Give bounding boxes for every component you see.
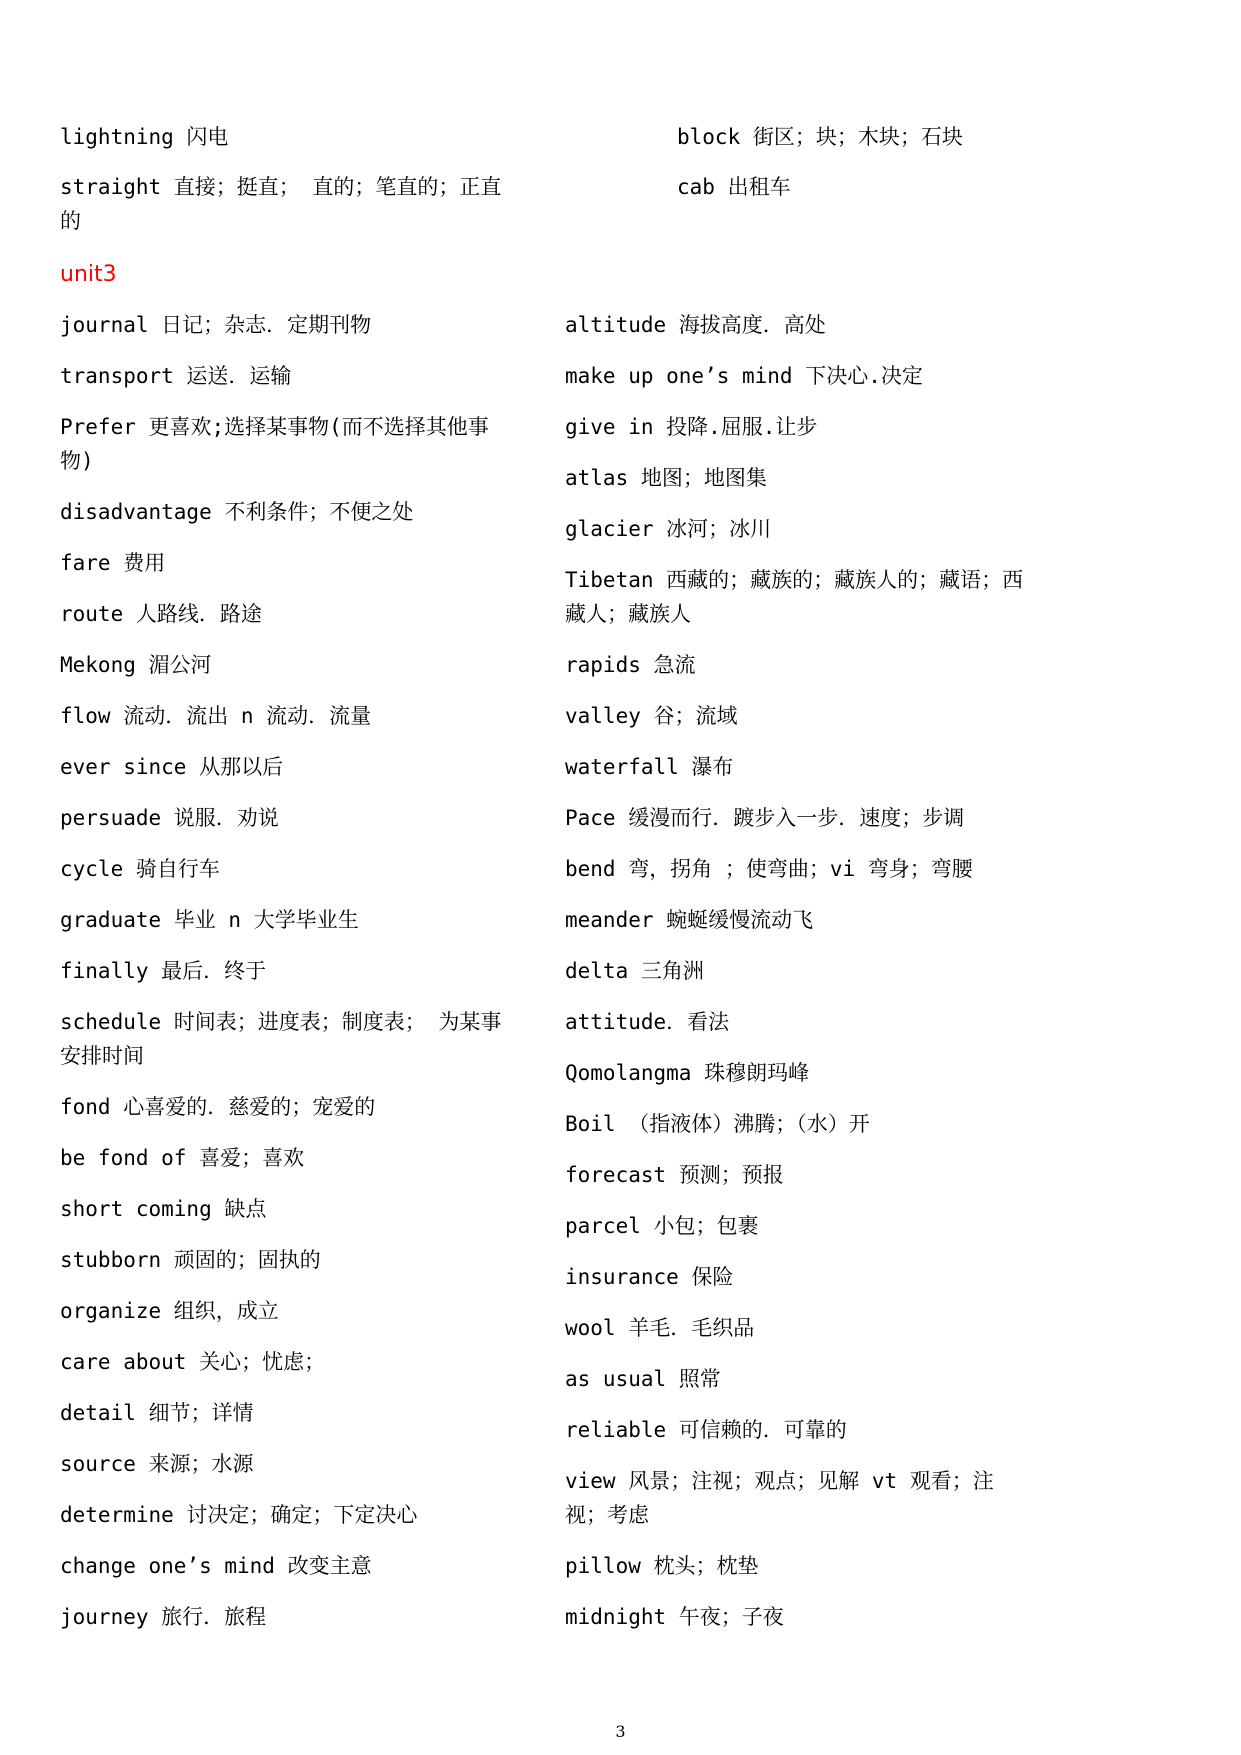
vocab-entry: lightning 闪电 [60,125,229,149]
vocab-entry: schedule 时间表；进度表；制度表； 为某事安排时间 [60,1010,502,1068]
vocab-entry: journal 日记；杂志．定期刊物 [60,313,372,337]
vocab-entry: meander 蜿蜒缓慢流动飞 [565,908,814,932]
vocab-entry: atlas 地图；地图集 [565,466,767,490]
vocab-entry: cab 出租车 [677,175,791,199]
vocab-entry: Boil （指液体）沸腾；（水）开 [565,1112,870,1136]
unit-heading: unit3 [60,262,117,287]
vocab-entry: ever since 从那以后 [60,755,284,779]
vocab-entry: fond 心喜爱的．慈爱的；宠爱的 [60,1095,376,1119]
vocab-entry: make up one’s mind 下决心.决定 [565,364,923,388]
vocab-entry: Tibetan 西藏的；藏族的；藏族人的；藏语；西藏人；藏族人 [565,568,1024,626]
vocab-entry: Prefer 更喜欢;选择某事物(而不选择其他事物) [60,415,489,473]
vocab-entry: cycle 骑自行车 [60,857,220,881]
vocab-entry: transport 运送．运输 [60,364,292,388]
vocab-entry: forecast 预测；预报 [565,1163,784,1187]
vocab-entry: be fond of 喜爱；喜欢 [60,1146,305,1170]
vocab-entry: straight 直接；挺直； 直的；笔直的；正直的 [60,175,502,233]
vocab-entry: parcel 小包；包裹 [565,1214,759,1238]
vocab-entry: wool 羊毛．毛织品 [565,1316,755,1340]
vocab-entry: glacier 冰河；冰川 [565,517,772,541]
vocab-entry: stubborn 顽固的；固执的 [60,1248,321,1272]
page-number: 3 [615,1722,626,1741]
vocab-entry: midnight 午夜；子夜 [565,1605,784,1629]
vocab-entry: Mekong 湄公河 [60,653,212,677]
vocab-entry: Qomolangma 珠穆朗玛峰 [565,1061,810,1085]
vocab-entry: view 风景；注视；观点；见解 vt 观看；注视；考虑 [565,1469,994,1527]
vocab-entry: give in 投降.屈服.让步 [565,415,818,439]
vocab-entry: reliable 可信赖的．可靠的 [565,1418,847,1442]
vocab-entry: insurance 保险 [565,1265,734,1289]
vocab-entry: graduate 毕业 n 大学毕业生 [60,908,359,932]
vocab-entry: persuade 说服．劝说 [60,806,279,830]
vocab-entry: attitude．看法 [565,1010,730,1034]
vocab-entry: waterfall 瀑布 [565,755,734,779]
vocab-entry: change one’s mind 改变主意 [60,1554,372,1578]
vocab-entry: detail 细节；详情 [60,1401,254,1425]
vocab-entry: as usual 照常 [565,1367,721,1391]
vocab-entry: flow 流动．流出 n 流动．流量 [60,704,372,728]
vocab-entry: delta 三角洲 [565,959,704,983]
vocab-entry: determine 讨决定；确定；下定决心 [60,1503,418,1527]
vocab-entry: disadvantage 不利条件；不便之处 [60,500,414,524]
vocab-entry: block 街区；块；木块；石块 [677,125,963,149]
vocab-entry: rapids 急流 [565,653,696,677]
vocab-entry: care about 关心；忧虑； [60,1350,326,1374]
vocab-entry: short coming 缺点 [60,1197,267,1221]
vocab-entry: pillow 枕头；枕垫 [565,1554,759,1578]
vocab-entry: finally 最后．终于 [60,959,267,983]
vocab-entry: valley 谷；流域 [565,704,738,728]
vocab-entry: route 人路线．路途 [60,602,262,626]
vocab-entry: bend 弯，拐角 ；使弯曲；vi 弯身；弯腰 [565,857,973,881]
vocab-entry: source 来源；水源 [60,1452,254,1476]
vocab-entry: journey 旅行．旅程 [60,1605,267,1629]
vocab-entry: Pace 缓漫而行．踱步入一步．速度；步调 [565,806,965,830]
vocab-entry: fare 费用 [60,551,166,575]
vocab-entry: altitude 海拔高度．高处 [565,313,826,337]
vocab-entry: organize 组织，成立 [60,1299,279,1323]
